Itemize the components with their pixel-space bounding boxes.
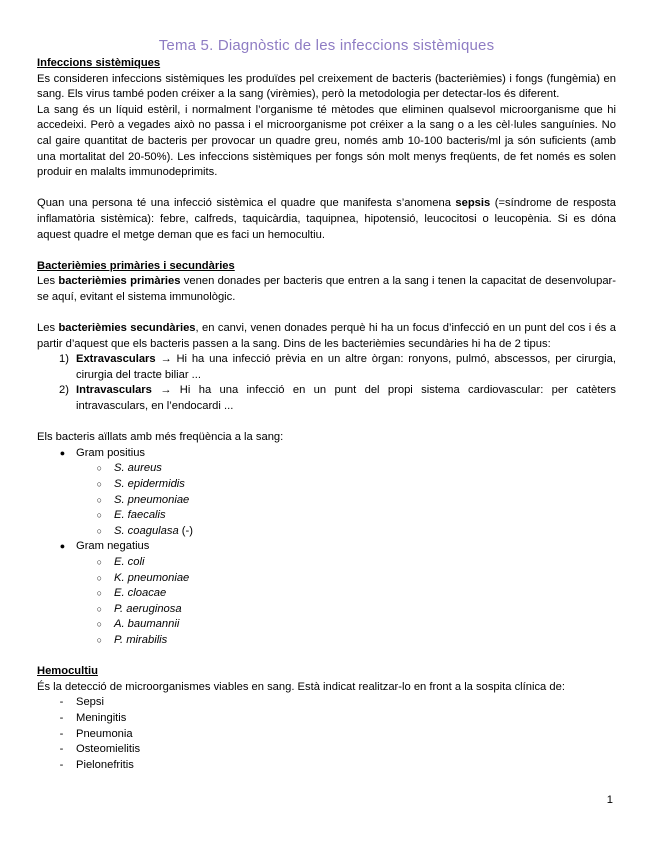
paragraph-sepsis: Quan una persona té una infecció sistèmica el quadre que manifesta s’anomena sepsis (=síndrome de resposta inflamatòria sistèmica): febre, calfreds, taquicàrdia, taquipnea, hipotensió, leucocitosi o leucopènia. Si es dóna aquest quadre el metge deman que es faci un hemocultiu.	[37, 197, 616, 241]
list-item: - Osteomielitis	[59, 743, 141, 756]
sepsis-term: sepsis	[455, 197, 491, 210]
circle-bullet-icon: ○	[96, 463, 102, 474]
circle-bullet-icon: ○	[96, 557, 102, 567]
list-item: ● Gram negatius ○ E. coli ○ K. pneumoniae ○ E. cloacae ○ P. aeruginosa ○ A. baumannii ○ P. mirabilis	[37, 539, 616, 648]
list-item: ○ P. aeruginosa	[37, 602, 616, 618]
circle-bullet-icon: ○	[96, 494, 102, 505]
list-item: ○ P. mirabilis	[37, 633, 616, 649]
list-item: ○ E. coli	[37, 555, 616, 571]
list-item: 2) Intravasculars → Hi ha una infecció en un punt del propi sistema cardiovascular: per catèters intravasculars, en l’endocardi ...	[59, 384, 616, 413]
gram-positive-list	[37, 461, 616, 539]
paragraph-isolated: Els bacteris aïllats amb més freqüència a la sang:	[37, 431, 284, 444]
section-heading-hemocultiu: Hemocultiu	[37, 665, 98, 678]
circle-bullet-icon: ○	[96, 510, 102, 521]
list-item: - Pielonefritis	[59, 758, 134, 771]
gram-negative-list	[37, 555, 616, 649]
circle-bullet-icon: ○	[96, 588, 102, 599]
paragraph: És la detecció de microorganismes viables en sang. Està indicat realitzar-lo en front a la sospita clínica de:	[37, 680, 565, 693]
paragraph: La sang és un líquid estèril, i normalment l’organisme té mètodes que eliminen qualsevol microorganisme que hi accedeixi. Però a vegades això no passa i el microorganisme pot créixer a la sang o a les cèl·lules sanguínies. No cal gaire quantitat de bacteris per provocar un quadre greu, només amb 10-100 bacteris/ml ja són suficients (amb una mortalitat del 20-50%). Les infeccions sistèmiques per fongs són molt menys freqüents, de fet només es solen produir en malalts immunodeprimits.	[37, 103, 616, 179]
paragraph-primaries: Les bacterièmies primàries venen donades per bacteris que entren a la sang i tenen la capacitat de desenvolupar-se aquí, evitant el sistema immunològic.	[37, 275, 616, 303]
circle-bullet-icon: ○	[96, 479, 102, 490]
paragraph: Es consideren infeccions sistèmiques les produïdes pel creixement de bacteris (bacterièmies) i fongs (fungèmia) en sang. Els virus també poden créixer a la sang (virèmies), però la metodologia per detectar-los és diferent.	[37, 72, 616, 101]
list-item: ○ S. coagulasa (-)	[37, 524, 616, 540]
numbered-list-types	[37, 352, 616, 414]
indications-list	[37, 695, 616, 773]
list-item: ● Gram positius ○ S. aureus ○ S. epidermidis ○ S. pneumoniae ○ E. faecalis ○ S. coagulasa (-)	[37, 446, 616, 540]
section-heading-bacteriemies: Bacterièmies primàries i secundàries	[37, 259, 235, 272]
circle-bullet-icon: ○	[96, 525, 102, 536]
bullet-icon: ●	[59, 541, 66, 552]
circle-bullet-icon: ○	[96, 634, 102, 645]
list-item: - Meningitis	[59, 711, 127, 724]
page-number: 1	[606, 794, 613, 806]
list-item: ○ S. aureus	[37, 461, 616, 477]
bullet-icon: ●	[59, 447, 66, 458]
paragraph-secundaries: Les bacterièmies secundàries, en canvi, venen donades perquè hi ha un focus d’infecció en un punt del cos i és a partir d’aquest que els bacteris passen a la sang. Dins de les bacterièmies secundàries hi ha de 2 tipus:	[37, 322, 617, 350]
list-item: ○ S. epidermidis	[37, 477, 616, 493]
list-item: ○ S. pneumoniae	[37, 493, 616, 509]
circle-bullet-icon: ○	[96, 603, 102, 614]
list-item: - Sepsi	[59, 696, 104, 709]
document-page	[37, 36, 616, 773]
list-item: ○ E. cloacae	[37, 586, 616, 602]
section-heading-infeccions: Infeccions sistèmiques	[37, 57, 161, 69]
page-title: Tema 5. Diagnòstic de les infeccions sistèmiques	[158, 37, 495, 54]
list-item: ○ E. faecalis	[37, 508, 616, 524]
circle-bullet-icon: ○	[96, 572, 102, 583]
list-item: ○ A. baumannii	[37, 617, 616, 633]
list-item: ○ K. pneumoniae	[37, 571, 616, 587]
bacteria-list	[37, 446, 616, 649]
list-item: 1) Extravasculars → Hi ha una infecció prèvia en un altre òrgan: ronyons, pulmó, abscessos, per cirurgia, cirurgia del tracte biliar ...	[59, 353, 616, 381]
list-item: - Pneumonia	[59, 727, 133, 740]
circle-bullet-icon: ○	[96, 619, 102, 630]
